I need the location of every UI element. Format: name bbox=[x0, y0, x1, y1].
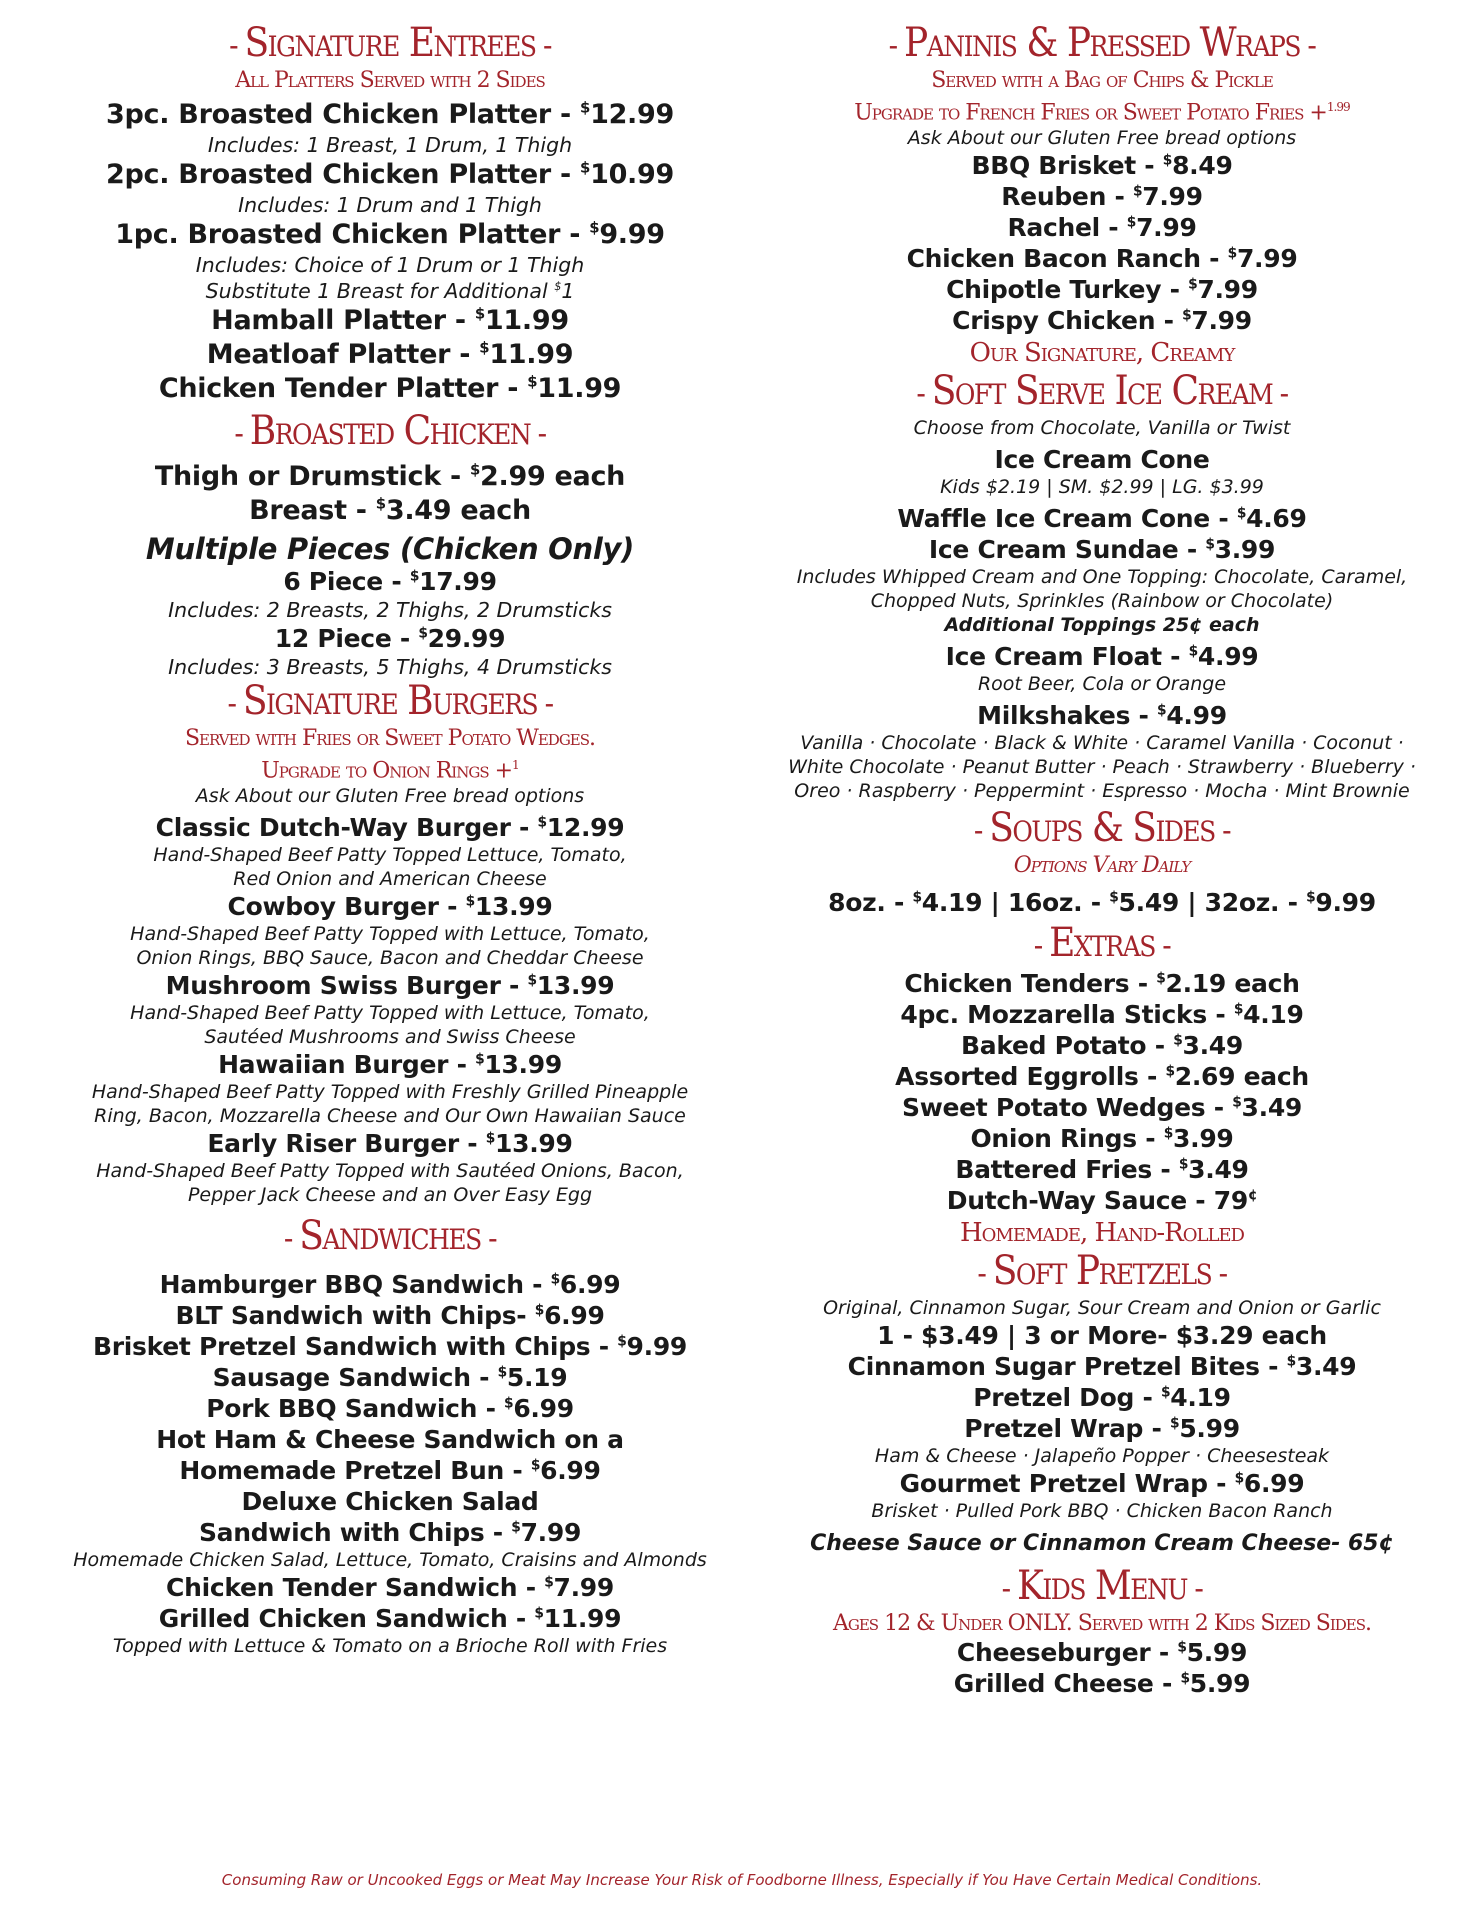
menu-item: Chicken Tenders - $2.19 each bbox=[904, 969, 1300, 999]
soup-sizes: 8oz. - $4.19 | 16oz. - $5.49 | 32oz. - $9.99 bbox=[828, 888, 1376, 918]
menu-item: Cowboy Burger - $13.99 bbox=[227, 892, 553, 922]
item-note: Hand-Shaped Beef Patty Topped with Lettuce, Tomato, bbox=[130, 923, 650, 946]
menu-item: Meatloaf Platter - $11.99 bbox=[206, 338, 574, 370]
menu-item: Hamburger BBQ Sandwich - $6.99 bbox=[159, 1270, 621, 1300]
menu-item: Reuben - $7.99 bbox=[1001, 182, 1203, 212]
burgers-upgrade: Upgrade to Onion Rings +$^1$ bbox=[261, 758, 519, 784]
sundae: Ice Cream Sundae - $3.99 bbox=[928, 535, 1276, 565]
ice-cream-cone: Ice Cream Cone bbox=[994, 445, 1210, 475]
menu-item: Hawaiian Burger - $13.99 bbox=[218, 1050, 562, 1080]
menu-item: Pretzel Wrap - $5.99 bbox=[964, 1414, 1240, 1444]
menu-item: Early Riser Burger - $13.99 bbox=[207, 1129, 573, 1159]
item-note: Oreo · Raspberry · Peppermint · Espresso · Mocha · Mint Brownie bbox=[794, 780, 1410, 803]
item-note: Hand-Shaped Beef Patty Topped with Sautéed Onions, Bacon, bbox=[96, 1160, 684, 1183]
menu-item: Chicken Tender Sandwich - $7.99 bbox=[166, 1573, 614, 1603]
menu-item: Thigh or Drumstick - $2.99 each bbox=[154, 460, 626, 492]
pretzels-pre-title: Homemade, Hand-Rolled bbox=[960, 1218, 1244, 1249]
right-column bbox=[762, 22, 1442, 1699]
menu-item: Pretzel Dog - $4.19 bbox=[973, 1383, 1231, 1413]
ice-cream-pre-title: Our Signature, Creamy bbox=[969, 338, 1235, 369]
section-title-kids: - Kids Menu - bbox=[1001, 1563, 1203, 1610]
gluten-note: Ask About our Gluten Free bread options bbox=[907, 127, 1297, 150]
extras-list bbox=[762, 968, 1442, 1216]
foodborne-illness-footer: Consuming Raw or Uncooked Eggs or Meat May Increase Your Risk of Foodborne Illness, Especially if You Have Certain Medical Conditions. bbox=[221, 1871, 1263, 1889]
menu-item: Sweet Potato Wedges - $3.49 bbox=[901, 1093, 1303, 1123]
item-note: Pepper Jack Cheese and an Over Easy Egg bbox=[187, 1184, 593, 1207]
menu-item: Breast - $3.49 each bbox=[249, 494, 531, 526]
kids-subtitle: Ages 12 & Under ONLY. Served with 2 Kids Sized Sides. bbox=[832, 1611, 1372, 1637]
item-note: Substitute 1 Breast for Additional $1 bbox=[205, 279, 575, 303]
item-note: Onion Rings, BBQ Sauce, Bacon and Cheddar Cheese bbox=[136, 947, 644, 970]
menu-item: 1pc. Broasted Chicken Platter - $9.99 bbox=[115, 218, 665, 250]
gourmet-options: Brisket · Pulled Pork BBQ · Chicken Bacon Ranch bbox=[871, 1500, 1333, 1523]
menu-item: Homemade Pretzel Bun - $6.99 bbox=[179, 1456, 601, 1486]
item-note: Hand-Shaped Beef Patty Topped with Freshly Grilled Pineapple bbox=[91, 1081, 689, 1104]
float-desc: Root Beer, Cola or Orange bbox=[977, 673, 1227, 696]
item-note: Hand-Shaped Beef Patty Topped with Lettuce, Tomato, bbox=[130, 1002, 650, 1025]
wrap-options: Ham & Cheese · Jalapeño Popper · Cheesesteak bbox=[874, 1445, 1330, 1468]
additional-toppings: Additional Toppings 25¢ each bbox=[944, 614, 1260, 637]
item-note: White Chocolate · Peanut Butter · Peach · Strawberry · Blueberry · bbox=[788, 756, 1416, 779]
item-note: Sautéed Mushrooms and Swiss Cheese bbox=[204, 1026, 576, 1049]
menu-item: Cheeseburger - $5.99 bbox=[956, 1638, 1248, 1668]
menu-item: 4pc. Mozzarella Sticks - $4.19 bbox=[900, 1000, 1304, 1030]
section-title-paninis: - Paninis & Pressed Wraps - bbox=[888, 20, 1316, 67]
burgers-list bbox=[50, 812, 730, 1207]
menu-item: Dutch-Way Sauce - 79¢ bbox=[946, 1186, 1258, 1216]
menu-item: Pork BBQ Sandwich - $6.99 bbox=[206, 1394, 574, 1424]
menu-item: Onion Rings - $3.99 bbox=[970, 1124, 1234, 1154]
menu-item: Sausage Sandwich - $5.19 bbox=[212, 1363, 568, 1393]
section-title-sandwiches: - Sandwiches - bbox=[283, 1213, 497, 1260]
item-note: Ring, Bacon, Mozzarella Cheese and Our Own Hawaiian Sauce bbox=[94, 1105, 686, 1128]
item-note: Homemade Chicken Salad, Lettuce, Tomato, Craisins and Almonds bbox=[73, 1549, 707, 1572]
item-note: Chopped Nuts, Sprinkles (Rainbow or Chocolate) bbox=[870, 590, 1334, 613]
gourmet-wrap: Gourmet Pretzel Wrap - $6.99 bbox=[899, 1469, 1305, 1499]
menu-item: Assorted Eggrolls - $2.69 each bbox=[895, 1062, 1309, 1092]
item-note: Topped with Lettuce & Tomato on a Brioche Roll with Fries bbox=[112, 1635, 668, 1658]
menu-item: 2pc. Broasted Chicken Platter - $10.99 bbox=[106, 158, 674, 190]
section-title-soups: - Soups & Sides - bbox=[973, 805, 1231, 852]
menu-item: Rachel - $7.99 bbox=[1007, 213, 1197, 243]
menu-item: Mushroom Swiss Burger - $13.99 bbox=[165, 971, 615, 1001]
multi-pieces-list bbox=[50, 566, 730, 680]
menu-item: Battered Fries - $3.49 bbox=[955, 1155, 1249, 1185]
menu-item: Grilled Chicken Sandwich - $11.99 bbox=[158, 1604, 622, 1634]
item-note: Includes: 3 Breasts, 5 Thighs, 4 Drumsticks bbox=[168, 655, 612, 679]
pretzel-flavors: Original, Cinnamon Sugar, Sour Cream and Onion or Garlic bbox=[823, 1297, 1381, 1320]
menu-item: 12 Piece - $29.99 bbox=[274, 624, 506, 653]
menu-item: Baked Potato - $3.49 bbox=[961, 1031, 1243, 1061]
paninis-subtitle: Served with a Bag of Chips & Pickle bbox=[931, 68, 1273, 93]
menu-item: Chicken Bacon Ranch - $7.99 bbox=[906, 244, 1298, 274]
menu-item: Deluxe Chicken Salad bbox=[241, 1487, 539, 1517]
menu-item: 3pc. Broasted Chicken Platter - $12.99 bbox=[106, 98, 674, 130]
pretzel-sauce: Cheese Sauce or Cinnamon Cream Cheese- 65¢ bbox=[810, 1531, 1394, 1557]
cone-sizes: Kids $2.19 | SM. $2.99 | LG. $3.99 bbox=[940, 476, 1264, 499]
section-title-signature-entrees: - Signature Entrees - bbox=[229, 20, 551, 67]
menu-item: 6 Piece - $17.99 bbox=[283, 567, 497, 596]
item-note: Includes: Choice of 1 Drum or 1 Thigh bbox=[195, 253, 585, 277]
section-title-broasted-chicken: - Broasted Chicken - bbox=[234, 408, 546, 455]
sundae-desc bbox=[762, 565, 1442, 613]
menu-item: Hamball Platter - $11.99 bbox=[211, 304, 569, 336]
pretzel-qty: 1 - $3.49 | 3 or More- $3.29 each bbox=[877, 1321, 1327, 1351]
ice-cream-float: Ice Cream Float - $4.99 bbox=[945, 642, 1259, 672]
left-column bbox=[50, 22, 730, 1658]
menu-item: BBQ Brisket - $8.49 bbox=[971, 151, 1233, 181]
paninis-upgrade: Upgrade to French Fries or Sweet Potato Fries +$^{1.99}$ bbox=[854, 100, 1350, 126]
panini-list bbox=[762, 150, 1442, 336]
section-title-signature-burgers: - Signature Burgers - bbox=[227, 678, 553, 725]
item-note: Includes: 1 Drum and 1 Thigh bbox=[238, 193, 542, 217]
milkshake-flavors bbox=[762, 731, 1442, 803]
section-title-pretzels: - Soft Pretzels - bbox=[977, 1248, 1227, 1295]
menu-item: Brisket Pretzel Sandwich with Chips - $9.99 bbox=[92, 1332, 688, 1362]
section-title-extras: - Extras - bbox=[1033, 920, 1171, 967]
item-note: Includes Whipped Cream and One Topping: Chocolate, Caramel, bbox=[796, 566, 1408, 589]
item-note: Vanilla · Chocolate · Black & White · Caramel Vanilla · Coconut · bbox=[800, 732, 1404, 755]
multiple-pieces-heading: Multiple Pieces (Chicken Only) bbox=[145, 532, 635, 566]
menu-item: Cinnamon Sugar Pretzel Bites - $3.49 bbox=[847, 1352, 1357, 1382]
ice-cream-choose: Choose from Chocolate, Vanilla or Twist bbox=[913, 417, 1291, 440]
burgers-subtitle: Served with Fries or Sweet Potato Wedges. bbox=[184, 726, 596, 751]
menu-item: Grilled Cheese - $5.99 bbox=[953, 1669, 1251, 1699]
sandwich-list bbox=[50, 1269, 730, 1658]
pretzel-list bbox=[762, 1351, 1442, 1444]
waffle-cone: Waffle Ice Cream Cone - $4.69 bbox=[897, 504, 1307, 534]
section-subtitle: All Platters Served with 2 Sides bbox=[235, 68, 545, 93]
section-title-ice-cream: - Soft Serve Ice Cream - bbox=[916, 368, 1288, 415]
menu-item: Sandwich with Chips - $7.99 bbox=[198, 1518, 582, 1548]
menu-item: BLT Sandwich with Chips- $6.99 bbox=[175, 1301, 605, 1331]
menu-item: Chicken Tender Platter - $11.99 bbox=[158, 372, 622, 404]
gluten-note: Ask About our Gluten Free bread options bbox=[195, 785, 585, 808]
broasted-list bbox=[50, 460, 730, 528]
milkshakes: Milkshakes - $4.99 bbox=[977, 701, 1227, 731]
entrees-list bbox=[50, 98, 730, 406]
menu-item: Hot Ham & Cheese Sandwich on a bbox=[156, 1425, 624, 1455]
kids-list bbox=[762, 1637, 1442, 1699]
item-note: Hand-Shaped Beef Patty Topped Lettuce, Tomato, bbox=[153, 844, 627, 867]
item-note: Includes: 1 Breast, 1 Drum, 1 Thigh bbox=[207, 133, 573, 157]
soups-subtitle: Options Vary Daily bbox=[1013, 853, 1191, 879]
menu-item: Crispy Chicken - $7.99 bbox=[952, 306, 1252, 336]
item-note: Includes: 2 Breasts, 2 Thighs, 2 Drumsticks bbox=[168, 598, 612, 622]
menu-item: Classic Dutch-Way Burger - $12.99 bbox=[155, 813, 625, 843]
item-note: Red Onion and American Cheese bbox=[233, 868, 547, 891]
menu-item: Chipotle Turkey - $7.99 bbox=[946, 275, 1258, 305]
